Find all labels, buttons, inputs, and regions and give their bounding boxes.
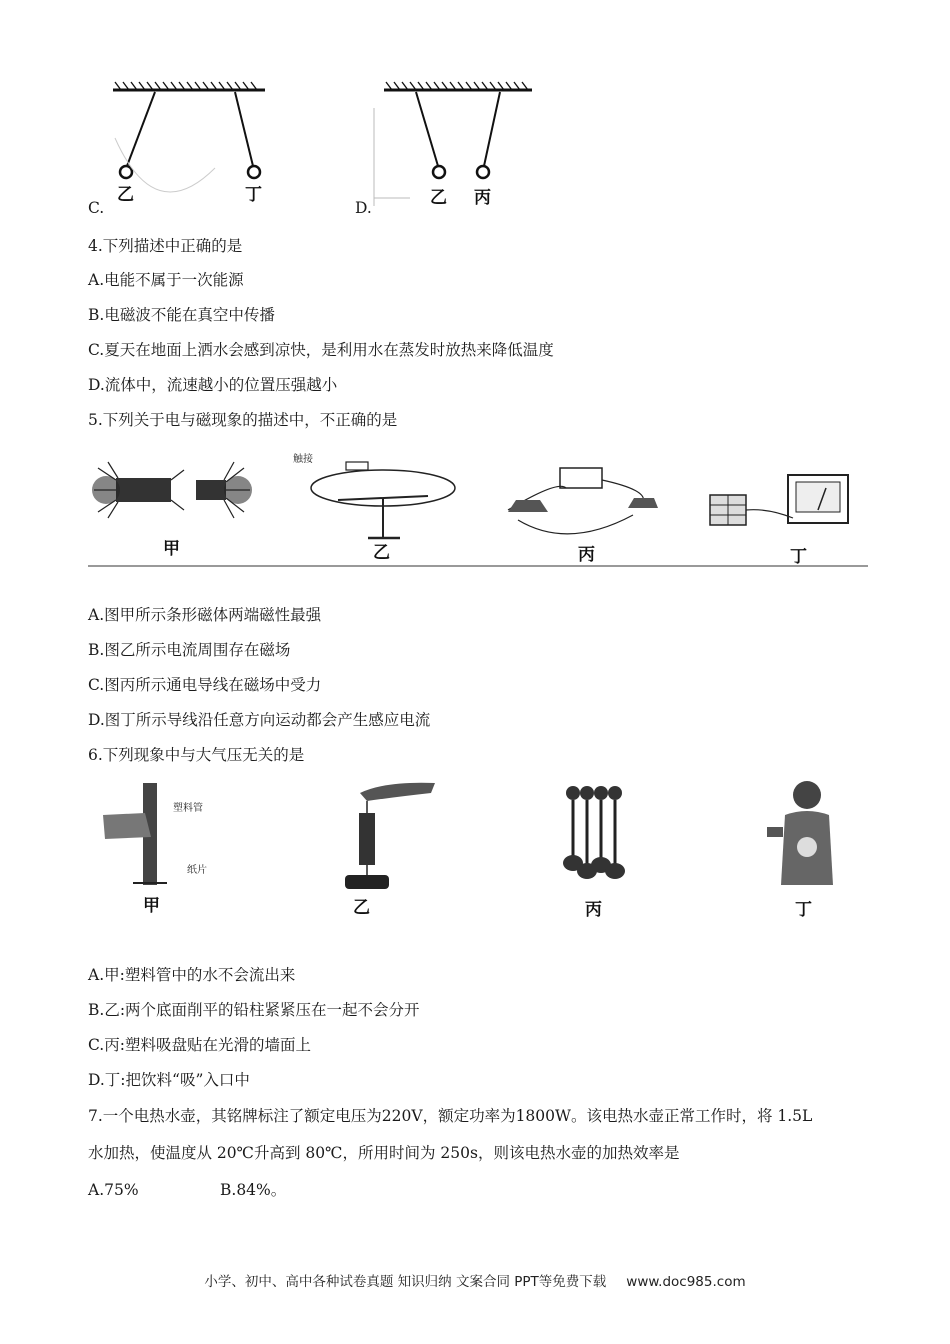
figure-d-label-2: 丙 [474, 188, 491, 208]
figure-ding-boy [767, 781, 833, 920]
figure-c-label-2: 丁 [245, 185, 262, 205]
question-5-stem: 5.下列关于电与磁现象的描述中，不正确的是 [88, 411, 398, 429]
question-6-stem: 6.下列现象中与大气压无关的是 [88, 746, 305, 764]
option-c-marker: C. [88, 199, 105, 217]
figure-d-label-1: 乙 [430, 188, 447, 208]
figure-jia-tube [103, 783, 207, 916]
question-6-figure [95, 775, 855, 925]
question-7-line-2: 水加热，使温度从 20℃升高到 80℃，所用时间为 250s，则该电热水壶的加热效率是 [88, 1144, 680, 1162]
question-6-option-c: C.丙:塑料吸盘贴在光滑的墙面上 [88, 1036, 311, 1054]
question-6-option-d: D.丁:把饮料“吸”入口中 [88, 1071, 250, 1089]
question-6-option-a: A.甲:塑料管中的水不会流出来 [88, 966, 296, 984]
figure-bing-suction [563, 786, 625, 920]
question-4-option-d: D.流体中，流速越小的位置压强越小 [88, 376, 338, 394]
figure-label-yi-6: 乙 [353, 898, 370, 918]
question-5-option-c: C.图丙所示通电导线在磁场中受力 [88, 676, 322, 694]
figure-yi-lead [345, 783, 435, 918]
question-4-stem: 4.下列描述中正确的是 [88, 237, 243, 255]
figure-yi-oersted [293, 452, 455, 563]
figure-c-label-1: 乙 [117, 185, 134, 205]
figure-label-ding-6: 丁 [795, 900, 812, 920]
question-7-option-b: B.84%。 [220, 1181, 287, 1199]
question-5-figure [88, 440, 868, 570]
figure-label-bing: 丙 [578, 545, 595, 565]
question-4-option-a: A.电能不属于一次能源 [88, 271, 244, 289]
question-4-option-b: B.电磁波不能在真空中传播 [88, 306, 275, 324]
question-5-option-a: A.图甲所示条形磁体两端磁性最强 [88, 606, 322, 624]
figure-label-yi: 乙 [373, 543, 390, 563]
figure-small-label-tube: 塑料管 [173, 803, 203, 814]
figure-c-pendulum [95, 78, 275, 213]
footer-url[interactable]: www.doc985.com [626, 1274, 746, 1290]
page-footer [0, 1270, 950, 1290]
figure-label-ding: 丁 [790, 547, 807, 567]
question-5-option-b: B.图乙所示电流周围存在磁场 [88, 641, 291, 659]
question-7-option-a: A.75% [88, 1181, 139, 1199]
figure-ding-induction [710, 475, 848, 567]
figure-small-label-chujie: 触接 [293, 454, 313, 465]
question-5-option-d: D.图丁所示导线沿任意方向运动都会产生感应电流 [88, 711, 431, 729]
figure-small-label-paper: 纸片 [187, 865, 207, 876]
figure-jia-magnets [92, 462, 252, 559]
question-6-option-b: B.乙:两个底面削平的铅柱紧紧压在一起不会分开 [88, 1001, 420, 1019]
footer-text: 小学、初中、高中各种试卷真题 知识归纳 文案合同 PPT等免费下载 [204, 1274, 607, 1290]
option-d-marker: D. [355, 199, 372, 217]
figure-bing-circuit [508, 468, 658, 565]
figure-label-bing-6: 丙 [585, 900, 602, 920]
figure-d-pendulum [370, 78, 535, 213]
figure-label-jia: 甲 [163, 539, 180, 559]
figure-label-jia-6: 甲 [143, 896, 160, 916]
question-4-option-c: C.夏天在地面上洒水会感到凉快，是利用水在蒸发时放热来降低温度 [88, 341, 554, 359]
question-7-line-1: 7.一个电热水壶，其铭牌标注了额定电压为220V，额定功率为1800W。该电热水壶正常工作时，将 1.5L [88, 1107, 813, 1125]
